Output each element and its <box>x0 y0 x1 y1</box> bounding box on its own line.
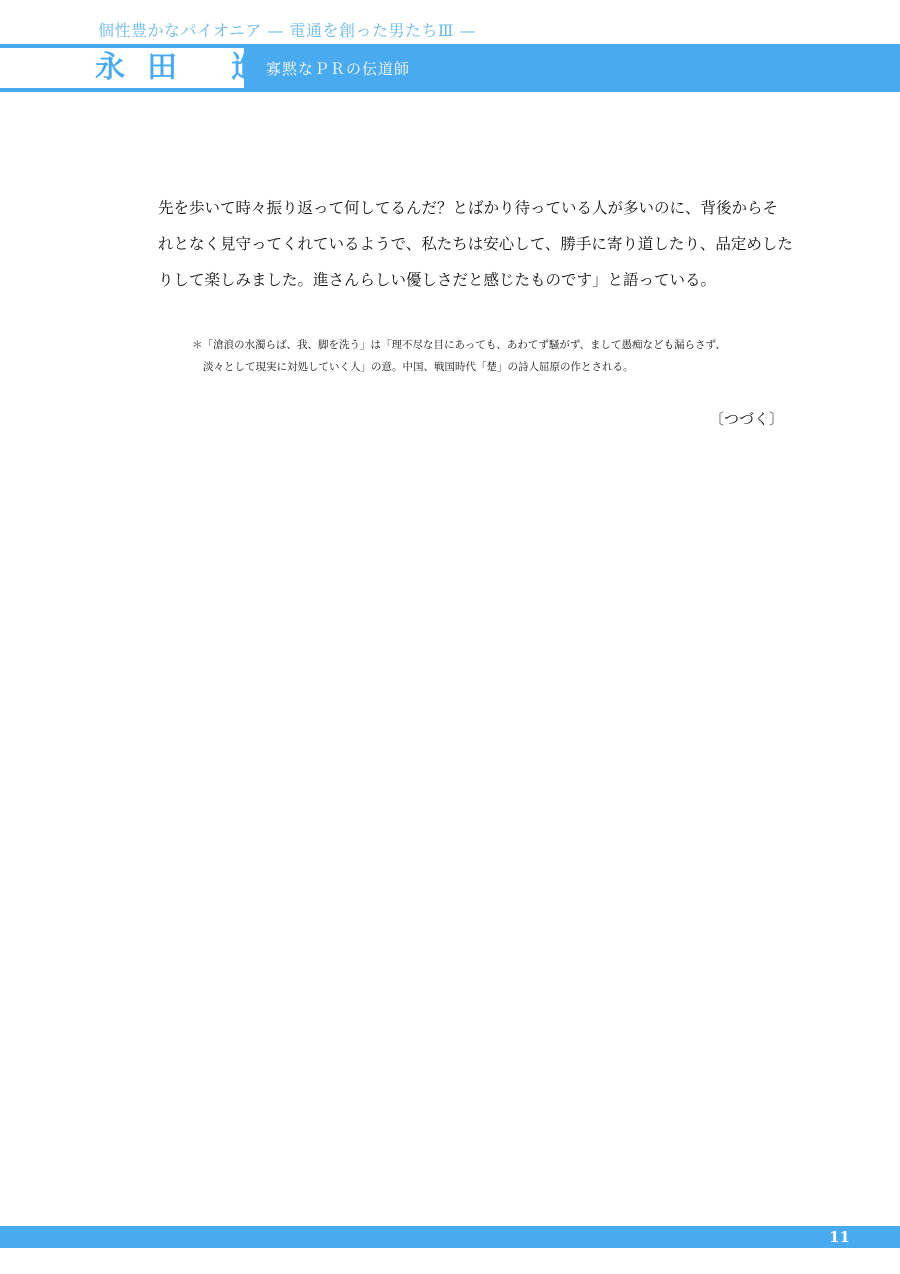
article-subtitle: 寡黙なＰＲの伝道師 <box>266 60 411 78</box>
footnote-line: ＊「滄浪の水濁らば、我、脚を洗う」は「理不尽な目にあっても、あわてず騒がず、まして愚痴なども漏らさず、 <box>192 339 726 351</box>
series-title: 個性豊かなパイオニア — 電通を創った男たちⅢ — <box>98 21 477 40</box>
continued-label: 〔つづく〕 <box>708 410 784 428</box>
body-line: りして楽しみました。進さんらしい優しさだと感じたものです」と語っている。 <box>158 271 717 289</box>
body-line: 先を歩いて時々振り返って何してるんだ？とばかり待っている人が多いのに、背後からそ <box>158 199 779 217</box>
footnote <box>192 334 792 378</box>
person-name: 永田 進 <box>95 50 284 85</box>
body-line: れとなく見守ってくれているようで、私たちは安心して、勝手に寄り道したり、品定めした <box>158 235 793 253</box>
footer-band <box>0 1226 900 1248</box>
page-number: 11 <box>829 1228 850 1246</box>
body-text <box>158 190 793 298</box>
footnote-line: 淡々として現実に対処していく人」の意。中国、戦国時代「楚」の詩人屈原の作とされる。 <box>203 361 634 373</box>
